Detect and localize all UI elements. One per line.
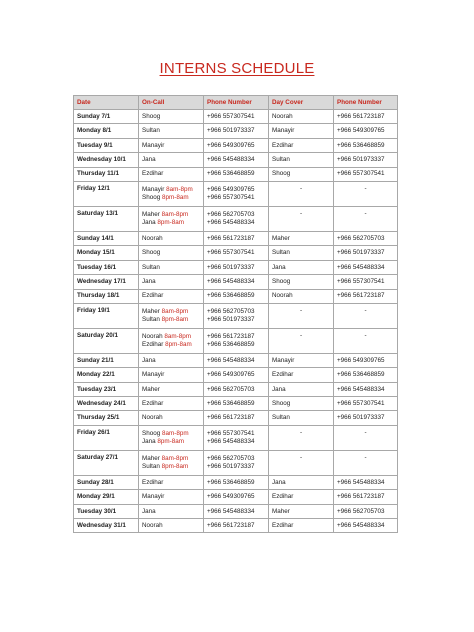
table-row — [74, 167, 398, 181]
on-call-shift-2 — [142, 194, 203, 202]
on-call-cell: Shoog — [139, 246, 204, 260]
table-row — [74, 328, 398, 353]
on-call-cell: Manayir — [139, 368, 204, 382]
date-cell: Wednesday 17/1 — [74, 275, 139, 289]
column-header-on-call: On-Call — [139, 96, 204, 110]
cover-phone-cell: - — [334, 450, 398, 475]
table-row — [74, 138, 398, 152]
table-row — [74, 181, 398, 206]
table-row — [74, 353, 398, 367]
day-cover-cell: Shoog — [269, 167, 334, 181]
cover-phone-cell: +966 545488334 — [334, 475, 398, 489]
phone-cell — [204, 181, 269, 206]
on-call-name: Jana — [142, 218, 156, 226]
shift-time: 8pm-8am — [157, 218, 185, 226]
date-cell: Friday 19/1 — [74, 303, 139, 328]
shift-time: 8am-8pm — [161, 455, 189, 463]
on-call-cell: Manayir — [139, 138, 204, 152]
phone-cell: +966 561723187 — [204, 519, 269, 533]
column-header-day-cover: Day Cover — [269, 96, 334, 110]
day-cover-cell: Noorah — [269, 289, 334, 303]
date-cell: Tuesday 16/1 — [74, 260, 139, 274]
on-call-name: Noorah — [142, 333, 163, 341]
day-cover-cell: Shoog — [269, 397, 334, 411]
phone-cell: +966 561723187 — [204, 411, 269, 425]
column-header-phone-number: Phone Number — [204, 96, 269, 110]
table-row — [74, 450, 398, 475]
cover-phone-cell: +966 561723187 — [334, 110, 398, 124]
table-row — [74, 303, 398, 328]
on-call-shift-2 — [142, 438, 203, 446]
cover-phone-cell: +966 557307541 — [334, 275, 398, 289]
date-cell: Friday 12/1 — [74, 181, 139, 206]
on-call-shift-1 — [142, 211, 203, 219]
table-row — [74, 153, 398, 167]
phone-cell: +966 545488334 — [204, 504, 269, 518]
on-call-cell: Shoog — [139, 110, 204, 124]
date-cell: Saturday 20/1 — [74, 328, 139, 353]
phone-cell: +966 501973337 — [204, 124, 269, 138]
cover-phone-cell: +966 501973337 — [334, 153, 398, 167]
on-call-cell: Noorah — [139, 231, 204, 245]
phone-number: +966 549309765 — [207, 186, 255, 194]
phone-number: +966 557307541 — [207, 193, 255, 201]
phone-cell: +966 562705703 — [204, 382, 269, 396]
table-row — [74, 246, 398, 260]
on-call-cell: Sultan — [139, 260, 204, 274]
on-call-shift-1 — [142, 333, 203, 341]
on-call-cell: Maher — [139, 382, 204, 396]
phone-number: +966 562705703 — [207, 308, 255, 316]
date-cell: Monday 29/1 — [74, 490, 139, 504]
on-call-cell: Jana — [139, 275, 204, 289]
phone-cell: +966 545488334 — [204, 353, 269, 367]
phone-cell: +966 549309765 — [204, 138, 269, 152]
day-cover-cell: - — [269, 450, 334, 475]
cover-phone-cell: - — [334, 328, 398, 353]
on-call-shift-2 — [142, 316, 203, 324]
date-cell: Sunday 14/1 — [74, 231, 139, 245]
day-cover-cell: Manayir — [269, 353, 334, 367]
cover-phone-cell: +966 501973337 — [334, 411, 398, 425]
day-cover-cell: - — [269, 206, 334, 231]
shift-time: 8am-8pm — [161, 430, 189, 438]
page-title: INTERNS SCHEDULE — [159, 60, 315, 77]
date-cell: Saturday 27/1 — [74, 450, 139, 475]
phone-number: +966 562705703 — [207, 211, 255, 219]
table-row — [74, 397, 398, 411]
on-call-cell — [139, 303, 204, 328]
date-cell: Wednesday 24/1 — [74, 397, 139, 411]
phone-cell: +966 545488334 — [204, 153, 269, 167]
table-row — [74, 425, 398, 450]
on-call-cell: Manayir — [139, 490, 204, 504]
shift-time: 8am-8pm — [161, 308, 189, 316]
date-cell: Tuesday 9/1 — [74, 138, 139, 152]
on-call-cell: Noorah — [139, 411, 204, 425]
table-row — [74, 368, 398, 382]
on-call-shift-1 — [142, 455, 203, 463]
day-cover-cell: Shoog — [269, 275, 334, 289]
cover-phone-cell: +966 557307541 — [334, 397, 398, 411]
day-cover-cell: - — [269, 425, 334, 450]
table-row — [74, 124, 398, 138]
date-cell: Thursday 18/1 — [74, 289, 139, 303]
on-call-name: Maher — [142, 211, 160, 219]
phone-cell: +966 545488334 — [204, 275, 269, 289]
phone-cell — [204, 328, 269, 353]
table-row — [74, 475, 398, 489]
phone-number: +966 501973337 — [207, 462, 255, 470]
day-cover-cell: Ezdihar — [269, 138, 334, 152]
shift-time: 8pm-8am — [165, 340, 192, 348]
day-cover-cell: Ezdihar — [269, 368, 334, 382]
on-call-name: Maher — [142, 308, 160, 316]
date-cell: Saturday 13/1 — [74, 206, 139, 231]
cover-phone-cell: - — [334, 206, 398, 231]
day-cover-cell: Maher — [269, 231, 334, 245]
shift-time: 8pm-8am — [157, 437, 185, 445]
date-cell: Monday 15/1 — [74, 246, 139, 260]
on-call-name: Sultan — [142, 462, 160, 470]
cover-phone-cell: +966 562705703 — [334, 504, 398, 518]
on-call-cell: Ezdihar — [139, 397, 204, 411]
phone-cell — [204, 303, 269, 328]
phone-cell — [204, 206, 269, 231]
on-call-cell — [139, 328, 204, 353]
on-call-name: Shoog — [142, 430, 161, 438]
shift-time: 8pm-8am — [161, 193, 189, 201]
phone-cell: +966 536468859 — [204, 475, 269, 489]
shift-time: 8am-8pm — [161, 211, 189, 219]
phone-number: +966 501973337 — [207, 315, 255, 323]
day-cover-cell: Sultan — [269, 411, 334, 425]
phone-number: +966 545488334 — [207, 437, 255, 445]
table-row — [74, 260, 398, 274]
date-cell: Thursday 25/1 — [74, 411, 139, 425]
day-cover-cell: Maher — [269, 504, 334, 518]
phone-cell: +966 536468859 — [204, 289, 269, 303]
date-cell: Monday 8/1 — [74, 124, 139, 138]
phone-cell: +966 557307541 — [204, 246, 269, 260]
phone-number: +966 545488334 — [207, 218, 255, 226]
day-cover-cell: - — [269, 328, 334, 353]
on-call-name: Shoog — [142, 193, 161, 201]
on-call-cell: Ezdihar — [139, 167, 204, 181]
on-call-cell — [139, 425, 204, 450]
date-cell: Wednesday 31/1 — [74, 519, 139, 533]
on-call-cell: Jana — [139, 504, 204, 518]
table-row — [74, 289, 398, 303]
shift-time: 8pm-8am — [161, 462, 189, 470]
phone-number: +966 557307541 — [207, 430, 255, 438]
phone-cell: +966 536468859 — [204, 167, 269, 181]
table-row — [74, 382, 398, 396]
phone-number: +966 562705703 — [207, 455, 255, 463]
phone-cell: +966 557307541 — [204, 110, 269, 124]
cover-phone-cell: +966 545488334 — [334, 382, 398, 396]
on-call-name: Maher — [142, 455, 160, 463]
day-cover-cell: Jana — [269, 475, 334, 489]
shift-time: 8pm-8am — [161, 315, 189, 323]
on-call-cell — [139, 450, 204, 475]
day-cover-cell: - — [269, 181, 334, 206]
table-header-row — [74, 96, 398, 110]
on-call-name: Ezdihar — [142, 340, 164, 348]
on-call-cell: Noorah — [139, 519, 204, 533]
on-call-name: Manayir — [142, 186, 165, 194]
day-cover-cell: Sultan — [269, 153, 334, 167]
on-call-cell: Jana — [139, 353, 204, 367]
on-call-cell: Ezdihar — [139, 475, 204, 489]
phone-cell: +966 549309765 — [204, 490, 269, 504]
date-cell: Friday 26/1 — [74, 425, 139, 450]
on-call-shift-2 — [142, 219, 203, 227]
date-cell: Wednesday 10/1 — [74, 153, 139, 167]
cover-phone-cell: +966 545488334 — [334, 519, 398, 533]
column-header-cover-phone-number: Phone Number — [334, 96, 398, 110]
date-cell: Tuesday 30/1 — [74, 504, 139, 518]
phone-cell — [204, 450, 269, 475]
table-row — [74, 110, 398, 124]
shift-time: 8am-8pm — [166, 186, 193, 194]
phone-cell: +966 561723187 — [204, 231, 269, 245]
date-cell: Monday 22/1 — [74, 368, 139, 382]
on-call-cell: Sultan — [139, 124, 204, 138]
on-call-cell: Ezdihar — [139, 289, 204, 303]
cover-phone-cell: +966 561723187 — [334, 490, 398, 504]
cover-phone-cell: +966 557307541 — [334, 167, 398, 181]
day-cover-cell: Sultan — [269, 246, 334, 260]
phone-cell — [204, 425, 269, 450]
date-cell: Tuesday 23/1 — [74, 382, 139, 396]
cover-phone-cell: - — [334, 181, 398, 206]
day-cover-cell: Noorah — [269, 110, 334, 124]
date-cell: Sunday 21/1 — [74, 353, 139, 367]
cover-phone-cell: +966 536468859 — [334, 138, 398, 152]
date-cell: Sunday 7/1 — [74, 110, 139, 124]
on-call-cell — [139, 181, 204, 206]
table-row — [74, 490, 398, 504]
phone-cell: +966 549309765 — [204, 368, 269, 382]
on-call-cell — [139, 206, 204, 231]
day-cover-cell: Ezdihar — [269, 490, 334, 504]
on-call-shift-1 — [142, 186, 203, 194]
column-header-date: Date — [74, 96, 139, 110]
on-call-shift-2 — [142, 463, 203, 471]
table-row — [74, 519, 398, 533]
on-call-name: Sultan — [142, 315, 160, 323]
on-call-shift-1 — [142, 308, 203, 316]
shift-time: 8am-8pm — [164, 333, 192, 341]
day-cover-cell: Jana — [269, 260, 334, 274]
day-cover-cell: Ezdihar — [269, 519, 334, 533]
cover-phone-cell: - — [334, 425, 398, 450]
cover-phone-cell: +966 545488334 — [334, 260, 398, 274]
day-cover-cell: Jana — [269, 382, 334, 396]
phone-number: +966 561723187 — [207, 333, 255, 341]
phone-number: +966 536468859 — [207, 340, 255, 348]
cover-phone-cell: +966 536468859 — [334, 368, 398, 382]
date-cell: Sunday 28/1 — [74, 475, 139, 489]
day-cover-cell: Manayir — [269, 124, 334, 138]
schedule-table — [73, 95, 398, 533]
cover-phone-cell: +966 501973337 — [334, 246, 398, 260]
table-row — [74, 206, 398, 231]
date-cell: Thursday 11/1 — [74, 167, 139, 181]
cover-phone-cell: +966 549309765 — [334, 353, 398, 367]
table-row — [74, 231, 398, 245]
table-row — [74, 504, 398, 518]
cover-phone-cell: - — [334, 303, 398, 328]
on-call-cell: Jana — [139, 153, 204, 167]
on-call-shift-2 — [142, 341, 203, 349]
on-call-name: Jana — [142, 437, 156, 445]
phone-cell: +966 536468859 — [204, 397, 269, 411]
table-row — [74, 411, 398, 425]
table-row — [74, 275, 398, 289]
cover-phone-cell: +966 549309765 — [334, 124, 398, 138]
on-call-shift-1 — [142, 430, 203, 438]
phone-cell: +966 501973337 — [204, 260, 269, 274]
cover-phone-cell: +966 561723187 — [334, 289, 398, 303]
cover-phone-cell: +966 562705703 — [334, 231, 398, 245]
day-cover-cell: - — [269, 303, 334, 328]
